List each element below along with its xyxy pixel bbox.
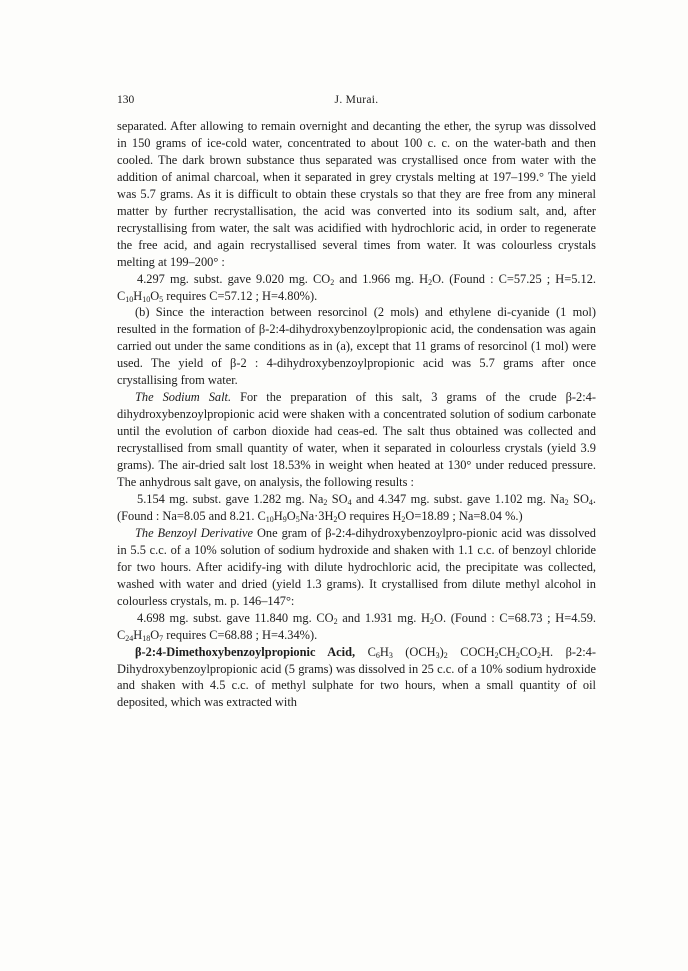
text-run: ) [439,644,444,659]
subscript: 2 [333,616,338,626]
text-run: O requires H [337,508,402,523]
paragraph-sodium-salt [117,389,596,491]
text-run: O [150,288,160,303]
italic-heading: The Sodium Salt. [135,390,232,405]
text-run: (OCH [392,644,436,659]
paragraph-continued-text [117,118,596,271]
text-run: O. (Found : C=57.25 ; H=5.12. C [117,271,596,303]
text-run: One gram of β-2:4-dihydroxybenzoylpro-pionic acid was dissolved in 5.5 c.c. of a 10% solution of sodium hydroxide and shaken with 1.1 c.c. of benzoyl chloride for two hours. After acidify-ing with dilute hydrochloric acid, the precipitate was collected, washed with water and dried (yield 1.3 grams). It crystallised from dilute methyl alcohol in colourless crystals, m. p. 146–147°: [117,525,596,608]
subscript: 4 [588,497,593,507]
analysis-line-acid [117,271,596,305]
subscript: 2 [330,277,335,287]
italic-heading: The Benzoyl Derivative [135,525,254,540]
subscript: 10 [265,514,274,524]
subscript: 6 [375,650,380,660]
subscript: 2 [333,514,338,524]
subscript: 9 [282,514,287,524]
body-text [117,118,596,711]
subscript: 2 [401,514,406,524]
text-run: O [286,508,296,523]
subscript: 10 [125,294,134,304]
text-run: requires C=57.12 ; H=4.80%). [163,288,318,303]
subscript: 2 [537,650,542,660]
text-run: and 4.347 mg. subst. gave 1.102 mg. Na [351,491,565,506]
text-run: 4.297 mg. subst. gave 9.020 mg. CO [137,271,331,286]
subscript: 3 [388,650,393,660]
paragraph-benzoyl-derivative [117,525,596,610]
text-run: O=18.89 ; Na=8.04 %.) [405,508,523,523]
text-run: and 1.931 mg. H [337,610,430,625]
text-run: 4.698 mg. subst. gave 11.840 mg. CO [137,610,334,625]
text-run: SO [327,491,348,506]
analysis-line-benzoyl [117,610,596,644]
text-run: O. (Found : C=68.73 ; H=4.59. C [117,610,596,642]
page-number: 130 [117,94,135,106]
text-run: requires C=68.88 ; H=4.34%). [163,627,318,642]
subscript: 2 [443,650,448,660]
text-run: separated. After allowing to remain overnight and decanting the ether, the syrup was dissolved in 150 grams of ice-cold water, concentrated to about 100 c. c. on the water-bath and then cooled. The dark brown substance thus separated was crystallised once from water with the addition of animal charcoal, when it separated in grey crystals melting at 197–199.° The yield was 5.7 grams. As it is difficult to obtain these crystals so that they are free from any mineral matter by further recrystallisation, the acid was converted into its sodium salt, and, after recrystallising from water, the salt was acidified with hydrochloric acid, in order to regenerate the free acid, and again recrystallised several times from water. It was colourless crystals melting at 199–200° : [117,119,596,269]
paragraph-part-b [117,304,596,389]
page-header [117,94,596,110]
text-run: and 1.966 mg. H [334,271,429,286]
bold-heading: β-2:4-Dimethoxybenzoylpropionic Acid, [135,644,356,659]
subscript: 3 [435,650,440,660]
text-run: CH [498,644,516,659]
text-run: Na·3H [299,508,334,523]
text-run: . (Found : Na=8.05 and 8.21. C [117,491,597,523]
text-run: (b) Since the interaction between resorcinol (2 mols) and ethylene di-cyanide (1 mol) resulted in the formation of β-2:4-dihydroxybenzoylpropionic acid, the condensation was again carried out under the same conditions as in (a), except that 11 grams of resorcinol (1 mol) were used. The yield of β-2 : 4-dihydroxybenzoylpropionic acid was 5.7 grams after once crystallising from water. [117,305,596,388]
text-run: CO [519,644,538,659]
subscript: 24 [125,633,134,643]
text-run: C [355,644,376,659]
text-run: COCH [447,644,495,659]
paragraph-dimethoxy-acid [117,644,596,712]
subscript: 2 [430,616,434,626]
subscript: 2 [323,497,328,507]
subscript: 5 [159,294,164,304]
text-run: H [379,644,389,659]
analysis-line-sodium-salt [117,491,596,525]
subscript: 4 [347,497,352,507]
text-run: H [273,508,283,523]
subscript: 7 [159,633,164,643]
subscript: 18 [142,633,151,643]
text-run: H [133,288,143,303]
running-head: J. Murai. [334,94,379,106]
text-run: O [150,627,160,642]
text-run: 5.154 mg. subst. gave 1.282 mg. Na [137,491,324,506]
subscript: 2 [564,497,569,507]
subscript: 5 [295,514,300,524]
subscript: 2 [515,650,520,660]
subscript: 2 [494,650,499,660]
text-run: SO [568,491,589,506]
subscript: 2 [428,277,433,287]
text-run: H [133,627,143,642]
text-run: H. β-2:4-Dihydroxybenzoylpropionic acid (5 grams) was dissolved in 25 c.c. of a 10% sodium hydroxide and shaken with 4.5 c.c. of methyl sulphate for two hours, when a small quantity of oil deposited, which was extracted with [117,644,596,710]
text-run: For the preparation of this salt, 3 grams of the crude β-2:4-dihydroxybenzoylpropionic acid were shaken with a concentrated solution of sodium carbonate until the evolution of carbon dioxide had ceas-ed. The salt thus obtained was collected and recrystallised from small quantity of water, when it separated in colourless crystals (yield 3.9 grams). The air-dried salt lost 18.53% in weight when heated at 130° under reduced pressure. The anhydrous salt gave, on analysis, the following results : [117,390,596,490]
subscript: 10 [142,294,151,304]
